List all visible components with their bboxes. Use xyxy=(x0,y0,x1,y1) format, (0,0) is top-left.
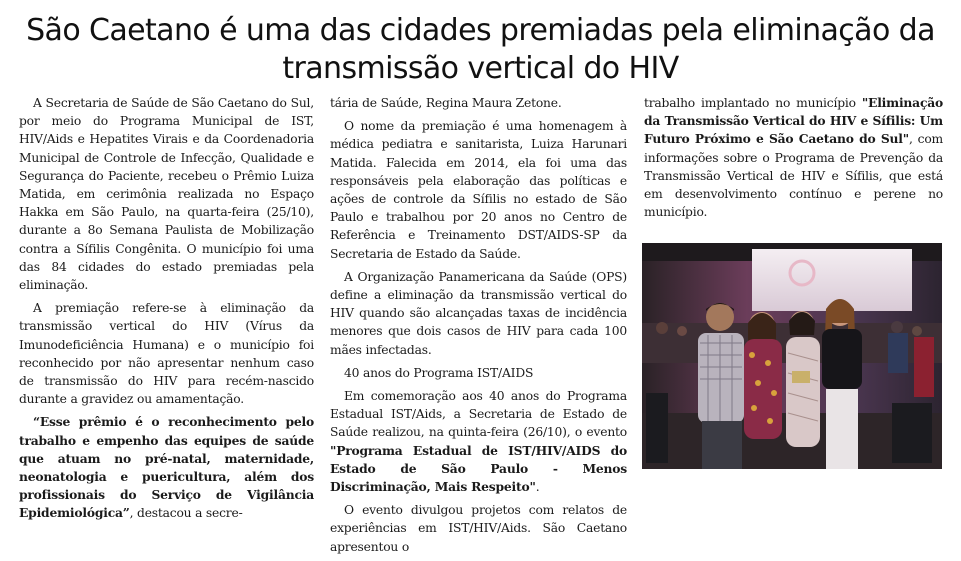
photo-illustration xyxy=(642,243,942,469)
article-column-3 xyxy=(644,94,943,226)
event-title: "Programa Estadual de IST/HIV/AIDS do Estado de São Paulo - Menos Discriminação, Mais Respeito" xyxy=(330,442,627,495)
project-title: "Eliminação da Transmissão Vertical do HIV e Sífilis: Um Futuro Próximo e São Caetano do Sul" xyxy=(644,95,943,147)
paragraph: A Secretaria de Saúde de São Caetano do Sul, por meio do Programa Municipal de IST, HIV/Aids e Hepatites Virais e da Coordenadoria Municipal de Controle de Infecção, Qualidade e Segurança do Paciente, recebeu o Prêmio Luiza Matida, em cerimônia realizada no Espaço Hakka em São Paulo, na quarta-feira (25/10), durante a 8o Semana Paulista de Mobilização contra a Sífilis Congênita. O município foi uma das 84 cidades do estado premiadas pela eliminação. xyxy=(19,96,314,293)
article-column-1 xyxy=(19,94,314,528)
paragraph-text: , com informações sobre o Programa de Prevenção da Transmissão Vertical de HIV e Sífilis, que está em desenvolvimento contínuo e perene no município. xyxy=(644,132,943,220)
paragraph xyxy=(644,94,943,221)
paragraph: A premiação refere-se à eliminação da transmissão vertical do HIV (Vírus da Imunodeficiência Humana) e o município foi reconhecido por não apresentar nenhum caso de transmissão do HIV para recém-nascido durante a gravidez ou amamentação. xyxy=(19,301,314,407)
award-ceremony-photo xyxy=(642,243,942,469)
paragraph-text: . xyxy=(535,480,540,495)
quote-paragraph xyxy=(19,413,314,522)
quote-text: “Esse prêmio é o reconhecimento pelo trabalho e empenho das equipes de saúde que atuam no pré-natal, maternidade, neonatologia e puericultura, além dos profissionais do Serviço de Vigilância Epidemiológica” xyxy=(19,414,314,521)
quote-attribution: , destacou a secre- xyxy=(129,506,243,521)
headline xyxy=(0,12,961,88)
paragraph-text: Em comemoração aos 40 anos do Programa Estadual IST/Aids, a Secretaria de Estado de Saúde realizou, na quinta-feira (26/10), o evento xyxy=(330,389,627,440)
paragraph: tária de Saúde, Regina Maura Zetone. xyxy=(330,96,562,110)
paragraph xyxy=(330,387,627,496)
paragraph: O nome da premiação é uma homenagem à médica pediatra e sanitarista, Luiza Harunari Matida. Falecida em 2014, ela foi uma das responsáveis pela elaboração das políticas e ações de controle da Sífilis no estado de São Paulo e trabalhou por 20 anos no Centro de Referência e Treinamento DST/AIDS-SP da Secretaria de Estado da Saúde. xyxy=(330,119,627,261)
paragraph: A Organização Panamericana da Saúde (OPS) define a eliminação da transmissão vertical do HIV quando são alcançadas taxas de incidência menores que dois casos de HIV para cada 100 mães infectadas. xyxy=(330,269,627,357)
headline-line-1: São Caetano é uma das cidades premiadas pela eliminação da xyxy=(26,13,935,48)
paragraph-text: trabalho implantado no município xyxy=(644,96,862,110)
article-column-2 xyxy=(330,94,627,561)
paragraph: O evento divulgou projetos com relatos de experiências em IST/HIV/Aids. São Caetano apresentou o xyxy=(330,503,627,554)
headline-line-2: transmissão vertical do HIV xyxy=(282,51,679,86)
section-subhead: 40 anos do Programa IST/AIDS xyxy=(344,365,534,380)
